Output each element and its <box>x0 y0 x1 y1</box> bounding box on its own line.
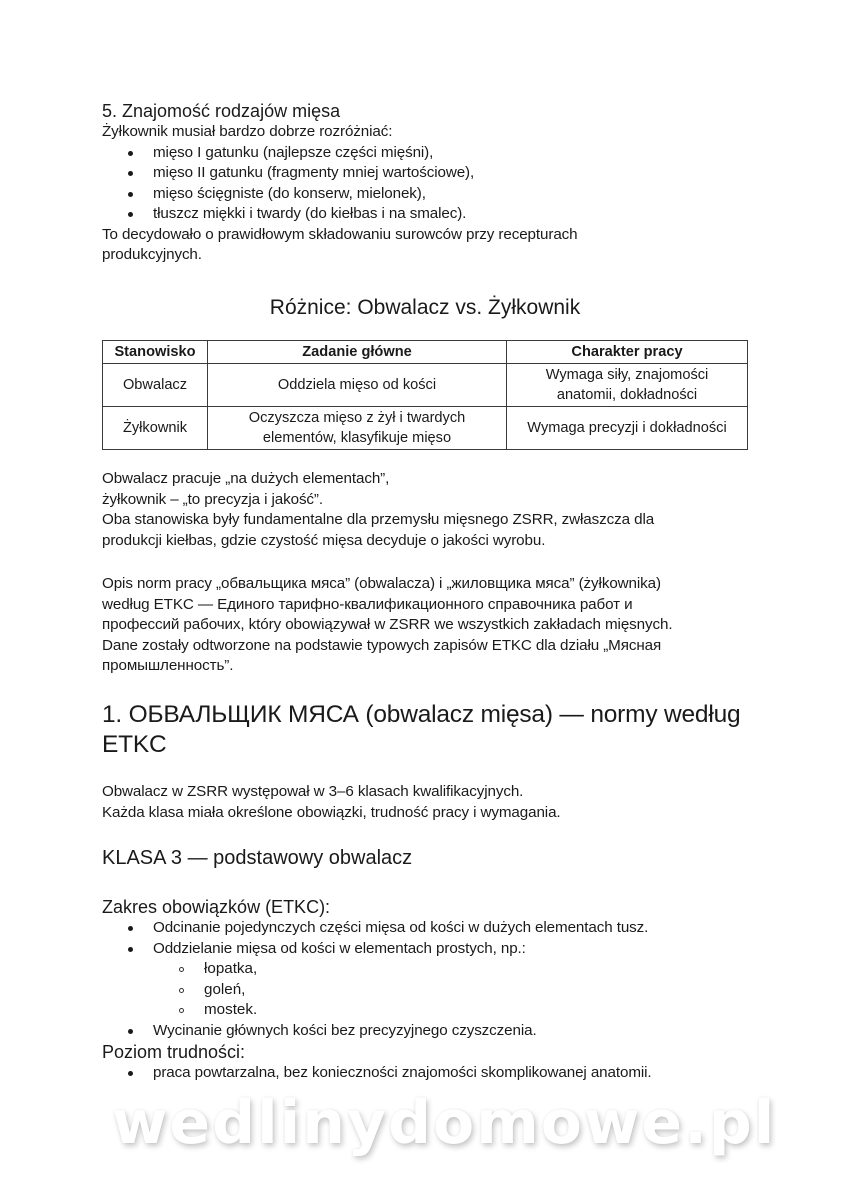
bullet-icon <box>128 947 133 952</box>
header-zadanie: Zadanie główne <box>208 341 507 364</box>
table-header-row <box>103 341 748 364</box>
header-stanowisko: Stanowisko <box>103 341 208 364</box>
comparison-title: Różnice: Obwalacz vs. Żyłkownik <box>269 296 581 319</box>
summary-line: Oba stanowiska były fundamentalne dla przemysłu mięsnego ZSRR, zwłaszcza dla <box>102 511 655 528</box>
list-item: praca powtarzalna, bez konieczności znajomości skomplikowanej anatomii. <box>102 1063 782 1084</box>
section-1-intro: Obwalacz w ZSRR występował w 3–6 klasach kwalifikacyjnych. Każda klasa miała określone obowiązki, trudność pracy i wymagania. <box>102 783 561 821</box>
etkc-intro-line: профессий рабочих, który obowiązywał w ZSRR we wszystkich zakładach mięsnych. <box>102 616 673 633</box>
section-1-heading: 1. ОБВАЛЬЩИК МЯСА (obwalacz mięsa) — normy według ETKC <box>102 701 741 758</box>
etkc-intro-paragraph <box>102 574 782 677</box>
watermark: wedlinydomowe.pl <box>112 1088 777 1158</box>
scope-list <box>102 918 782 959</box>
difficulty-heading: Poziom trudności: <box>102 1042 246 1062</box>
cell-charakter: Wymaga precyzji i dokładności <box>507 407 748 450</box>
sub-list-item: goleń, <box>102 980 782 1001</box>
klasa-3-heading: KLASA 3 — podstawowy obwalacz <box>102 847 413 869</box>
summary-line: żyłkownik – „to precyzja i jakość”. <box>102 490 324 508</box>
list-item: mięso I gatunku (najlepsze części mięśni), <box>102 143 782 164</box>
cell-zadanie: Oczyszcza mięso z żył i twardych elementów, klasyfikuje mięso <box>208 407 507 450</box>
circle-bullet-icon <box>179 967 184 972</box>
bullet-icon <box>128 151 133 156</box>
cell-zadanie: Oddziela mięso od kości <box>208 364 507 407</box>
sub-list-item: łopatka, <box>102 959 782 980</box>
list-item: Wycinanie głównych kości bez precyzyjnego czyszczenia. <box>102 1021 782 1042</box>
cell-stanowisko: Żyłkownik <box>103 407 208 450</box>
scope-sub-list <box>102 959 782 1021</box>
list-item: Oddzielanie mięsa od kości w elementach prostych, np.: <box>102 939 782 960</box>
bullet-icon <box>128 171 133 176</box>
etkc-intro-line: według ETKC — Единого тарифно-квалификационного справочника работ и <box>102 595 633 613</box>
cell-stanowisko: Obwalacz <box>103 364 208 407</box>
circle-bullet-icon <box>179 1008 184 1013</box>
section-5-heading: 5. Znajomość rodzajów mięsa <box>102 101 341 121</box>
bullet-icon <box>128 1029 133 1034</box>
section-5-intro: Żyłkownik musiał bardzo dobrze rozróżniać: <box>102 123 393 140</box>
summary-line: produkcji kiełbas, gdzie czystość mięsa decyduje o jakości wyrobu. <box>102 531 546 549</box>
meat-types-list <box>102 143 782 225</box>
scope-list-continued <box>102 1021 782 1042</box>
etkc-intro-line: промышленность”. <box>102 657 234 674</box>
list-item: mięso ścięgniste (do konserw, mielonek), <box>102 184 782 205</box>
etkc-intro-line: Opis norm pracy „обвальщика мяса” (obwalacza) i „жиловщика мяса” (żyłkownika) <box>102 575 661 592</box>
bullet-icon <box>128 212 133 217</box>
comparison-table <box>102 340 748 450</box>
etkc-intro-line: Dane zostały odtworzone na podstawie typowych zapisów ETKC dla działu „Мясная <box>102 636 662 654</box>
scope-heading: Zakres obowiązków (ETKC): <box>102 897 331 917</box>
list-item: mięso II gatunku (fragmenty mniej wartościowe), <box>102 163 782 184</box>
section-5 <box>102 100 782 266</box>
bullet-icon <box>128 192 133 197</box>
section-5-outro-line1: To decydowało o prawidłowym składowaniu surowców przy recepturach <box>102 225 578 243</box>
difficulty-list <box>102 1063 782 1084</box>
summary-paragraph <box>102 469 782 551</box>
bullet-icon <box>128 1071 133 1076</box>
header-charakter: Charakter pracy <box>507 341 748 364</box>
section-5-outro-line2: produkcyjnych. <box>102 246 202 263</box>
table-row <box>103 407 748 450</box>
summary-line: Obwalacz pracuje „na dużych elementach”, <box>102 470 390 487</box>
list-item: tłuszcz miękki i twardy (do kiełbas i na smalec). <box>102 204 782 225</box>
table-row <box>103 364 748 407</box>
list-item: Odcinanie pojedynczych części mięsa od kości w dużych elementach tusz. <box>102 918 782 939</box>
circle-bullet-icon <box>179 988 184 993</box>
bullet-icon <box>128 926 133 931</box>
cell-charakter: Wymaga siły, znajomości anatomii, dokładności <box>507 364 748 407</box>
sub-list-item: mostek. <box>102 1000 782 1021</box>
klasa-3-body <box>102 896 782 1084</box>
